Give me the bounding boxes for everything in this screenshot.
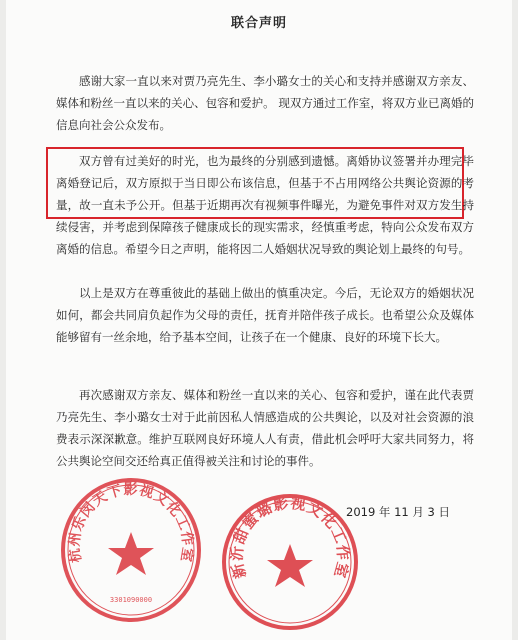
seal-star-icon bbox=[267, 544, 313, 587]
company-seal-right bbox=[220, 492, 360, 632]
statement-date: 2019 年 11 月 3 日 bbox=[346, 505, 450, 519]
seal-left-text: 杭州乐闵天下影视文化工作室 bbox=[66, 481, 196, 564]
company-seal-left bbox=[58, 474, 204, 624]
paragraph-1: 感谢大家一直以来对贾乃亮先生、李小璐女士的关心和支持并感谢双方亲友、媒体和粉丝一直以来的关心、包容和爱护。 现双方通过工作室，将双方业已离婚的信息向社会公众发布。 bbox=[56, 74, 474, 132]
seal-star-icon bbox=[108, 532, 154, 575]
paragraph-2: 双方曾有过美好的时光，也为最终的分别感到遗憾。离婚协议签署并办理完毕离婚登记后，双方原拟于当日即公布该信息，但基于不占用网络公共舆论资源的考量，故一直未予公开。但基于近期再次有视频事件曝光，为避免事件对双方发生持续侵害，并考虑到保障孩子健康成长的现实需求，经慎重考虑，特向公众发布双方离婚的信息。希望今日之声明，能将因二人婚姻状况导致的舆论划上最终的句号。 bbox=[56, 154, 474, 256]
paragraph-3: 以上是双方在尊重彼此的基础上做出的慎重决定。今后，无论双方的婚姻状况如何，都会共同肩负起作为父母的责任，抚育并陪伴孩子成长。也希望公众及媒体能够留有一丝余地，给予基本空间，让孩子在一个健康、良好的环境下长大。 bbox=[56, 286, 474, 344]
statement-page bbox=[6, 0, 512, 640]
seal-left-number: 3301090000 bbox=[109, 596, 153, 604]
document-title: 联合声明 bbox=[230, 16, 287, 31]
seal-right-text: 新沂甜蜜璐影视文化工作室 bbox=[227, 493, 353, 581]
paragraph-4: 再次感谢双方亲友、媒体和粉丝一直以来的关心、包容和爱护，谨在此代表贾乃亮先生、李小璐女士对于此前因私人情感造成的公共舆论，以及对社会资源的浪费表示深深歉意。维护互联网良好环境人人有责，借此机会呼吁大家共同努力，将公共舆论空间交还给真正值得被关注和讨论的事件。 bbox=[56, 388, 474, 468]
